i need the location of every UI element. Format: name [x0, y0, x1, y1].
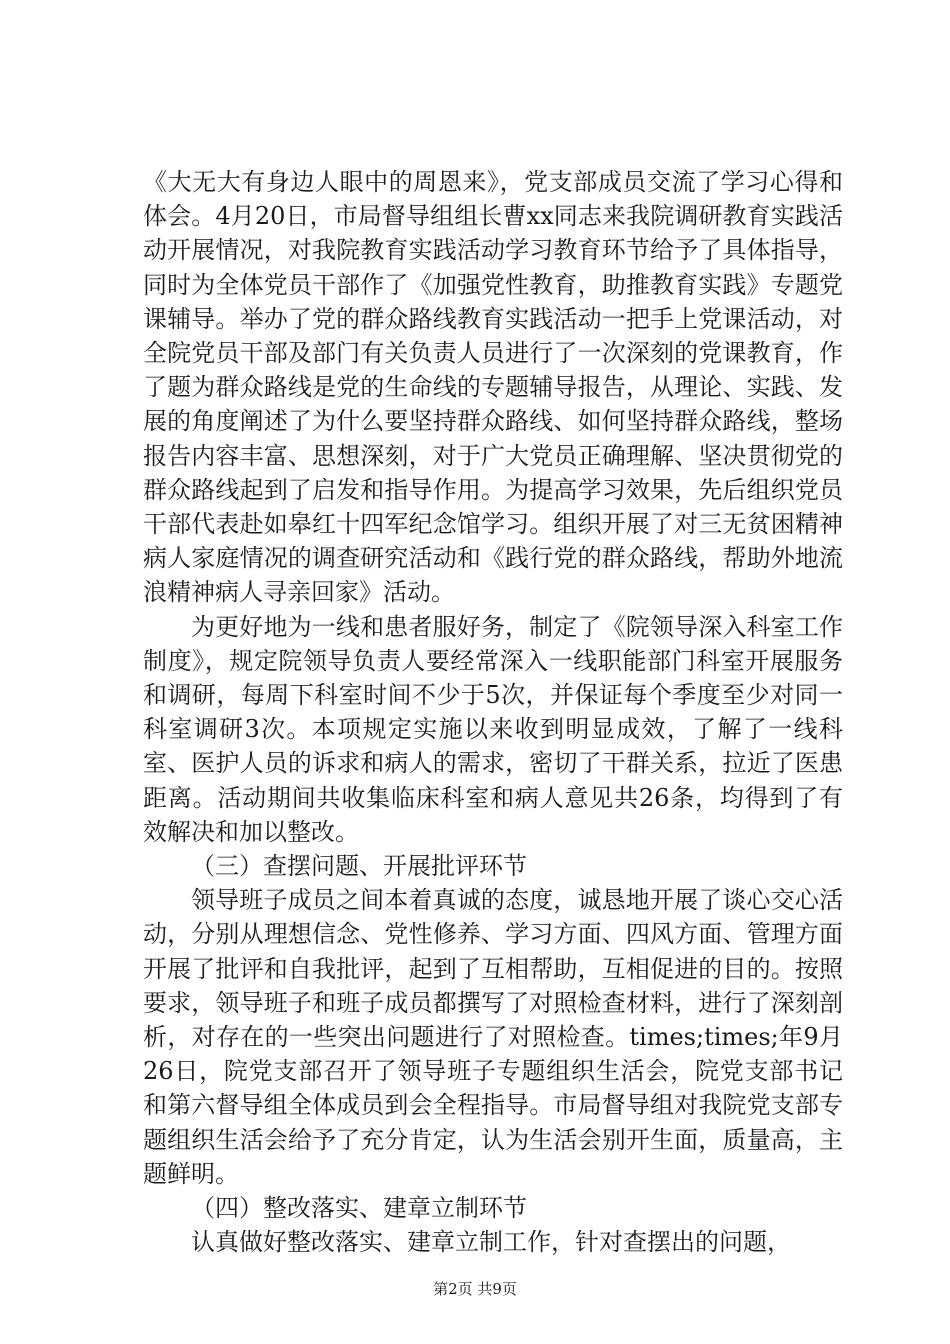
section-heading-3: （三）查摆问题、开展批评环节: [191, 852, 527, 881]
section-heading-4: （四）整改落实、建章立制环节: [191, 1194, 527, 1223]
paragraph-2: 为更好地为一线和患者服好务，制定了《院领导深入科室工作制度》，规定院领导负责人要经常深入一线职能部门科室开展服务和调研，每周下科室时间不少于5次，并保证每个季度至少对同一科室调研3次。本项规定实施以来收到明显成效，了解了一线科室、医护人员的诉求和病人的需求，密切了干群关系，拉近了医患距离。活动期间共收集临床科室和病人意见共26条，均得到了有效解决和加以整改。: [143, 612, 843, 846]
page-footer: 第2页 共9页: [433, 1280, 517, 1298]
paragraph-4: 认真做好整改落实、建章立制工作，针对查摆出的问题，: [191, 1228, 791, 1257]
paragraph-3: 领导班子成员之间本着真诚的态度，诚恳地开展了谈心交心活动，分别从理想信念、党性修养、学习方面、四风方面、管理方面开展了批评和自我批评，起到了互相帮助，互相促进的目的。按照要求，领导班子和班子成员都撰写了对照检查材料，进行了深刻剖析，对存在的一些突出问题进行了对照检查。times;times;年9月26日，院党支部召开了领导班子专题组织生活会，院党支部书记和第六督导组全体成员到会全程指导。市局督导组对我院党支部专题组织生活会给予了充分肯定，认为生活会别开生面，质量高，主题鲜明。: [143, 886, 843, 1188]
document-body: [143, 165, 843, 1260]
paragraph-1: 《大无大有身边人眼中的周恩来》，党支部成员交流了学习心得和体会。4月20日，市局督导组组长曹xx同志来我院调研教育实践活动开展情况，对我院教育实践活动学习教育环节给予了具体指导，同时为全体党员干部作了《加强党性教育，助推教育实践》专题党课辅导。举办了党的群众路线教育实践活动一把手上党课活动，对全院党员干部及部门有关负责人员进行了一次深刻的党课教育，作了题为群众路线是党的生命线的专题辅导报告，从理论、实践、发展的角度阐述了为什么要坚持群众路线、如何坚持群众路线，整场报告内容丰富、思想深刻，对于广大党员正确理解、坚决贯彻党的群众路线起到了启发和指导作用。为提高学习效果，先后组织党员干部代表赴如皋红十四军纪念馆学习。组织开展了对三无贫困精神病人家庭情况的调查研究活动和《践行党的群众路线，帮助外地流浪精神病人寻亲回家》活动。: [143, 168, 843, 607]
